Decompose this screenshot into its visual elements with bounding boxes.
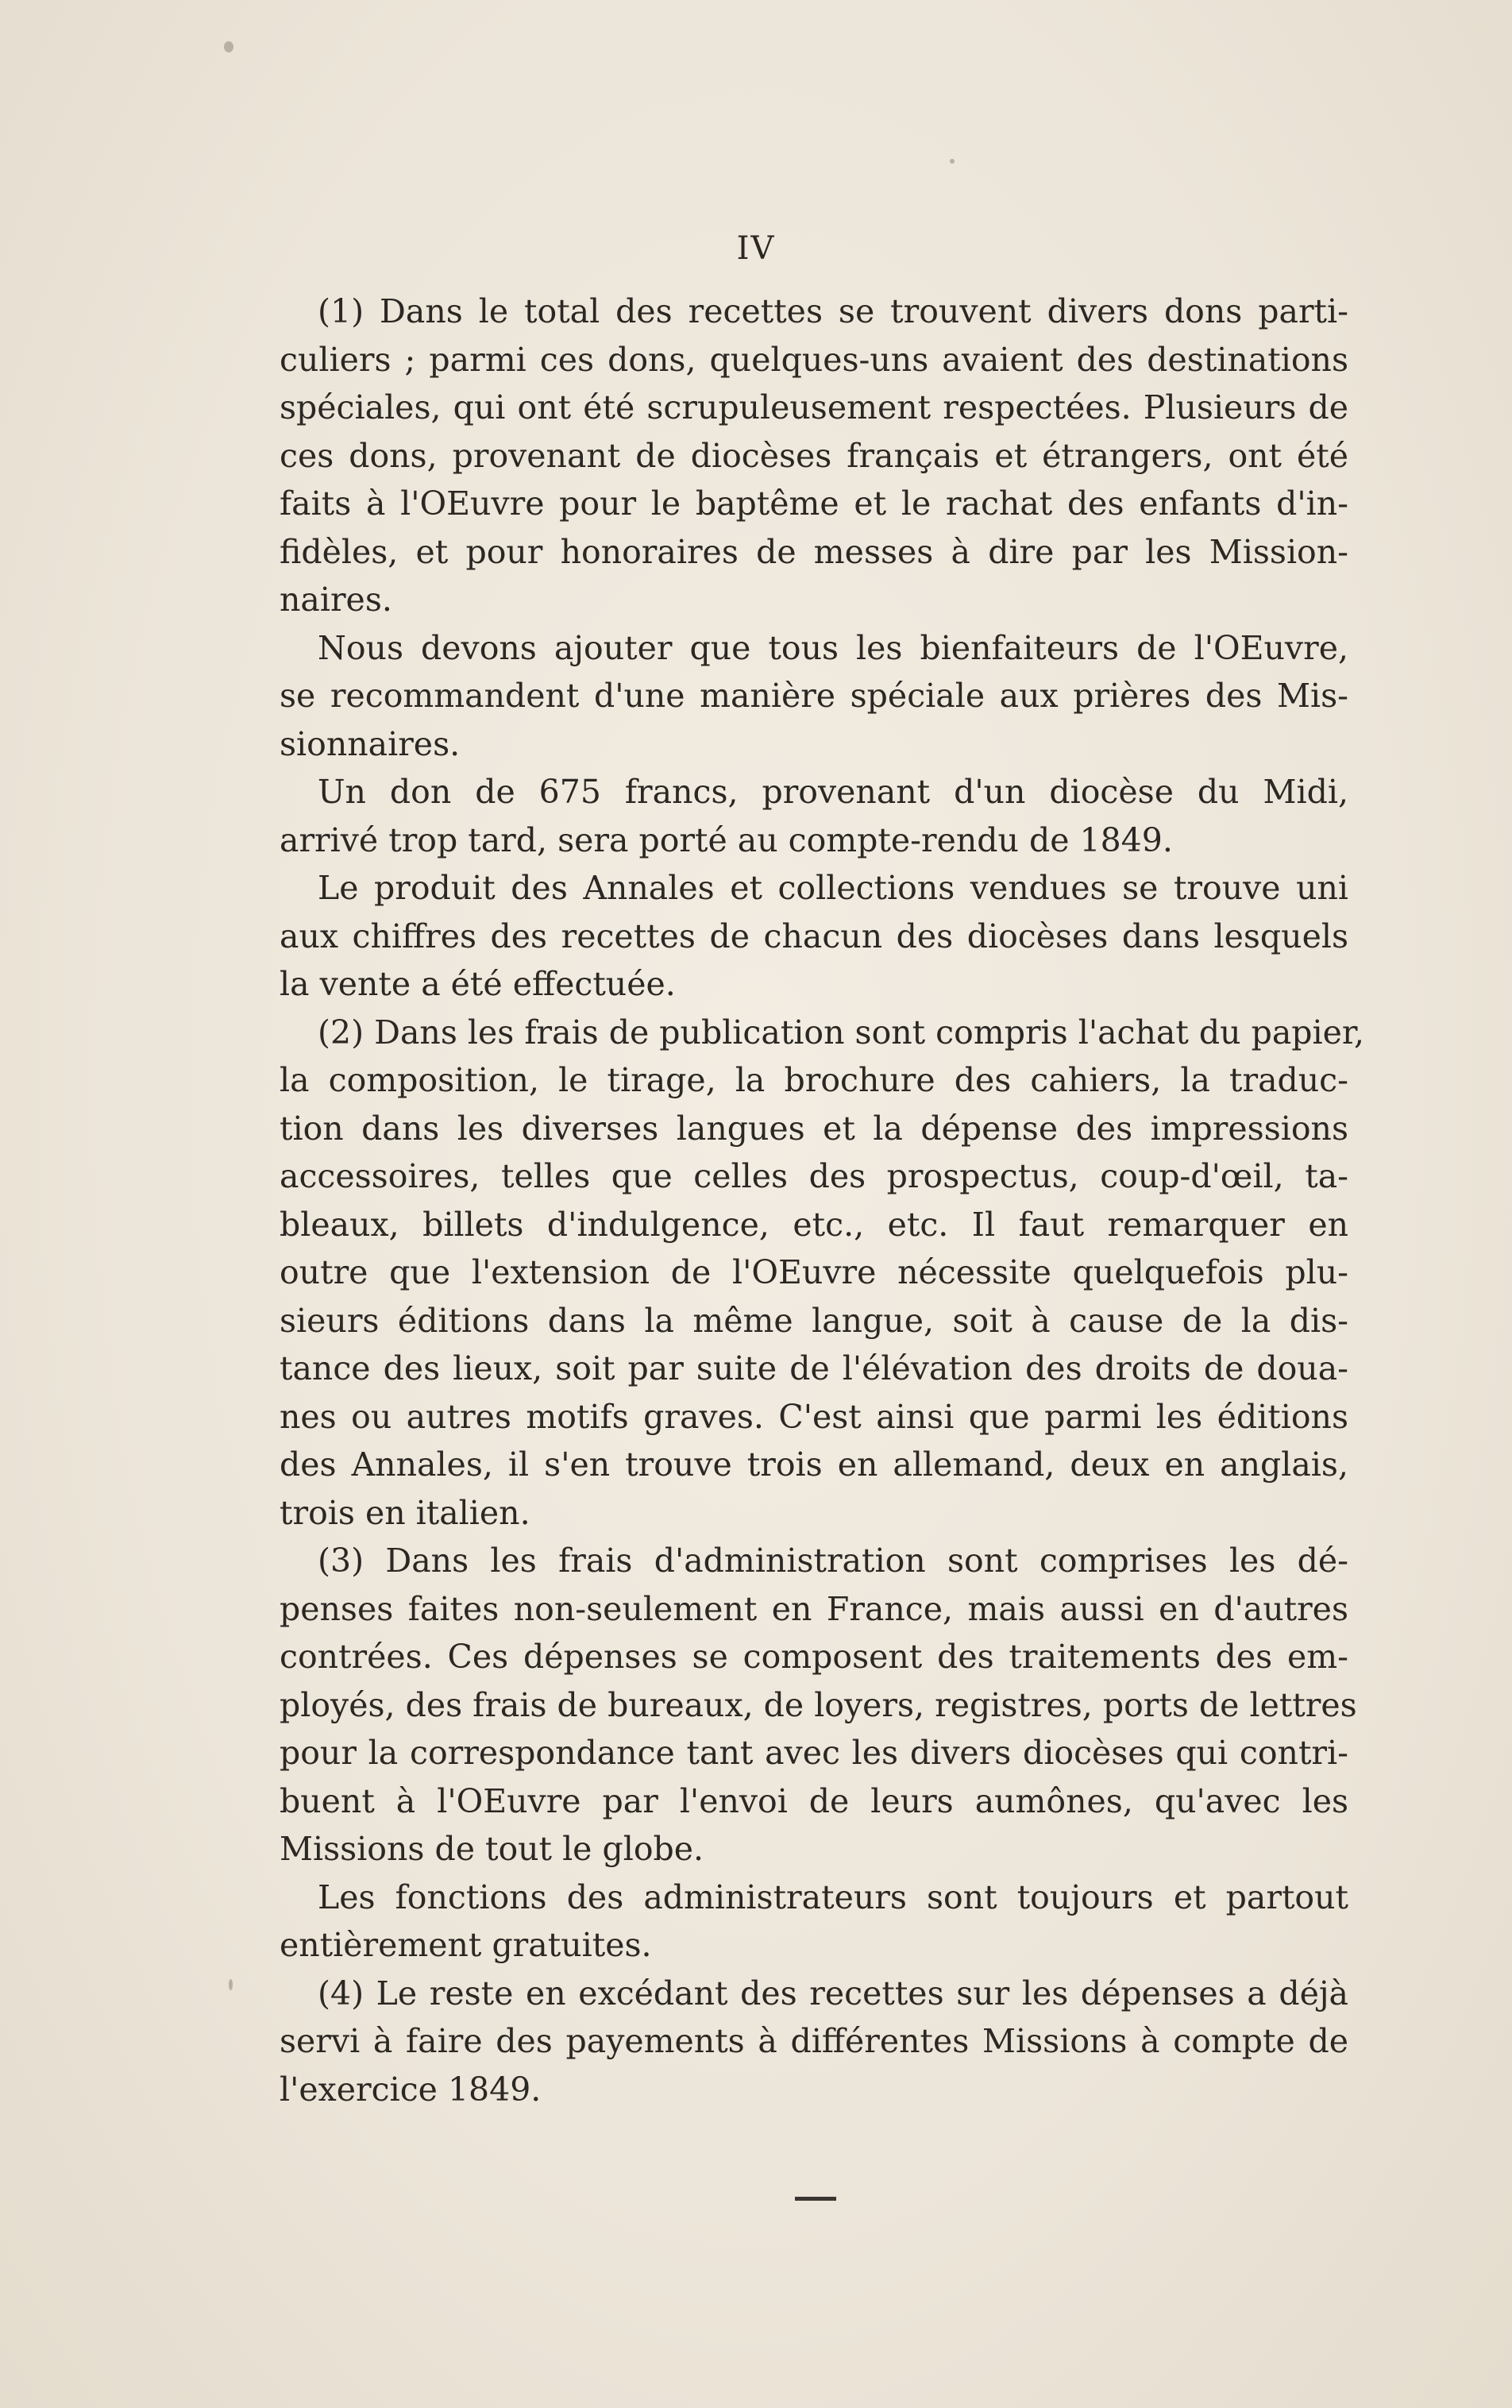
text-line: se recommandent d'une manière spéciale aux prières des Mis-: [280, 677, 1348, 715]
text-line: Un don de 675 francs, provenant d'un diocèse du Midi,: [318, 773, 1348, 811]
text-line: (4) Le reste en excédant des recettes sur les dépenses a déjà: [318, 1974, 1348, 2012]
text-line: buent à l'OEuvre par l'envoi de leurs aumônes, qu'avec les: [280, 1781, 1348, 1820]
text-line: outre que l'extension de l'OEuvre nécessite quelquefois plu-: [280, 1253, 1348, 1291]
closing-rule: [795, 2197, 836, 2201]
text-line: penses faites non-seulement en France, mais aussi en d'autres: [280, 1589, 1348, 1628]
page-number: IV: [736, 230, 776, 267]
text-line: contrées. Ces dépenses se composent des traitements des em-: [280, 1638, 1348, 1676]
paper-speck: [950, 159, 955, 164]
text-line: la vente a été effectuée.: [280, 965, 676, 1003]
text-line: aux chiffres des recettes de chacun des diocèses dans lesquels: [280, 917, 1348, 955]
text-line: ces dons, provenant de diocèses français et étrangers, ont été: [280, 436, 1348, 475]
text-line: trois en italien.: [280, 1493, 530, 1532]
text-line: pour la correspondance tant avec les divers diocèses qui contri-: [280, 1734, 1348, 1772]
text-line: Le produit des Annales et collections vendues se trouve uni: [318, 869, 1348, 907]
text-line: culiers ; parmi ces dons, quelques-uns avaient des destinations: [280, 340, 1348, 379]
paper-speck: [229, 1979, 233, 1990]
text-line: entièrement gratuites.: [280, 1926, 652, 1964]
text-line: arrivé trop tard, sera porté au compte-rendu de 1849.: [280, 820, 1173, 859]
text-line: nes ou autres motifs graves. C'est ainsi que parmi les éditions: [280, 1397, 1348, 1436]
text-line: Les fonctions des administrateurs sont toujours et partout: [318, 1877, 1348, 1916]
text-line: spéciales, qui ont été scrupuleusement respectées. Plusieurs de: [280, 388, 1348, 426]
text-line: ployés, des frais de bureaux, de loyers, registres, ports de lettres: [280, 1685, 1357, 1724]
text-line: la composition, le tirage, la brochure des cahiers, la traduc-: [280, 1061, 1348, 1099]
text-line: naires.: [280, 581, 392, 619]
text-line: l'exercice 1849.: [280, 2070, 542, 2109]
text-line: sionnaires.: [280, 724, 461, 763]
text-line: des Annales, il s'en trouve trois en allemand, deux en anglais,: [280, 1445, 1348, 1484]
text-line: faits à l'OEuvre pour le baptême et le rachat des enfants d'in-: [280, 484, 1348, 523]
text-line: fidèles, et pour honoraires de messes à dire par les Mission-: [280, 532, 1348, 571]
text-line: (1) Dans le total des recettes se trouvent divers dons parti-: [318, 292, 1348, 330]
text-line: bleaux, billets d'indulgence, etc., etc. Il faut remarquer en: [280, 1205, 1348, 1244]
text-line: tance des lieux, soit par suite de l'élévation des droits de doua-: [280, 1349, 1348, 1387]
text-line: Missions de tout le globe.: [280, 1830, 704, 1868]
text-line: servi à faire des payements à différentes Missions à compte de: [280, 2022, 1348, 2060]
body-text: [280, 287, 1365, 2113]
text-line: accessoires, telles que celles des prospectus, coup-d'œil, ta-: [280, 1157, 1348, 1195]
paper-speck: [224, 41, 233, 52]
text-line: (2) Dans les frais de publication sont compris l'achat du papier,: [318, 1013, 1365, 1052]
text-line: (3) Dans les frais d'administration sont comprises les dé-: [318, 1542, 1348, 1580]
text-line: sieurs éditions dans la même langue, soit à cause de la dis-: [280, 1301, 1348, 1340]
text-line: tion dans les diverses langues et la dépense des impressions: [280, 1109, 1348, 1148]
text-line: Nous devons ajouter que tous les bienfaiteurs de l'OEuvre,: [318, 628, 1348, 667]
